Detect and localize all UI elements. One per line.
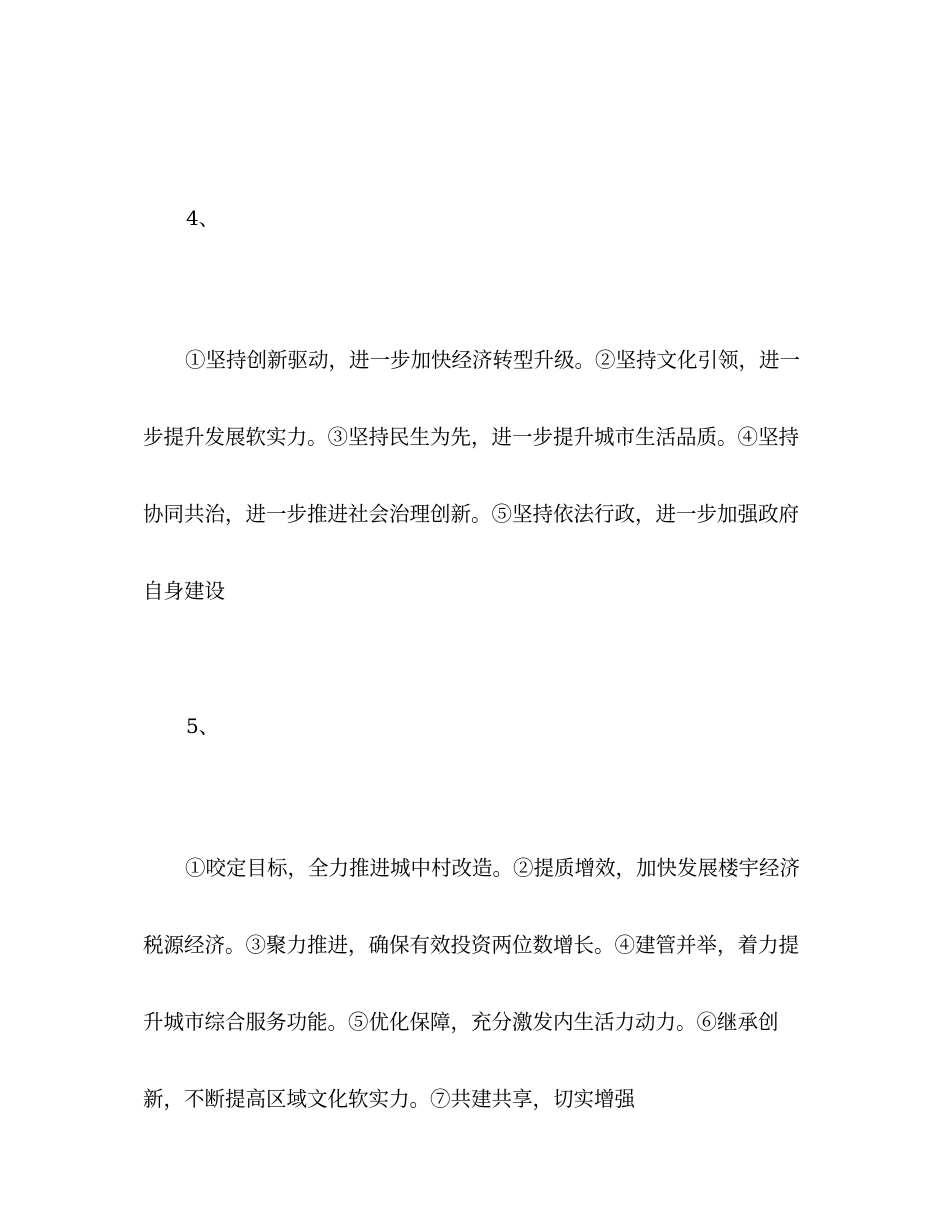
section-5-paragraph: ①咬定目标，全力推进城中村改造。②提质增效，加快发展楼宇经济税源经济。③聚力推进，确保有效投资两位数增长。④建管并举，着力提升城市综合服务功能。⑤优化保障，充分激发内生活力动力。⑥继承创新，不断提高区域文化软实力。⑦共建共享，切实增强	[143, 856, 800, 1111]
section-number-5: 5、	[186, 714, 219, 738]
section-4-paragraph: ①坚持创新驱动，进一步加快经济转型升级。②坚持文化引领，进一步提升发展软实力。③坚持民生为先，进一步提升城市生活品质。④坚持协同共治，进一步推进社会治理创新。⑤坚持依法行政，进一步加强政府自身建设	[143, 348, 800, 603]
section-number-4: 4、	[186, 206, 219, 230]
